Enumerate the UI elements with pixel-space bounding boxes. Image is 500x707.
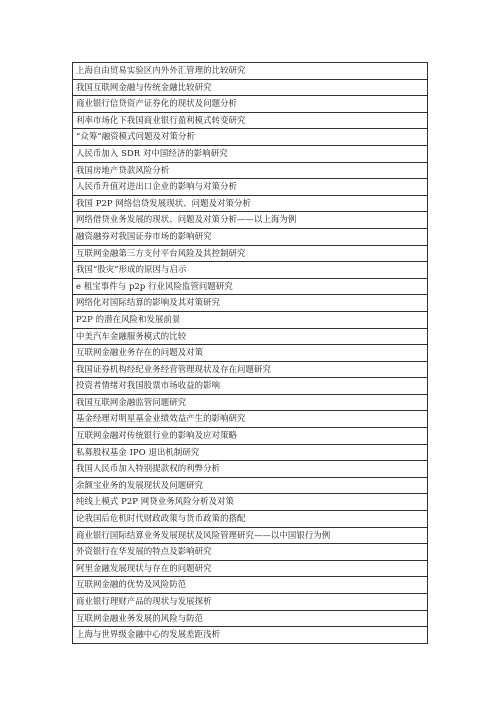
topic-title: 互联网金融业务存在的问题及对策 — [73, 345, 428, 362]
table-row — [73, 63, 428, 80]
topic-title: 我国证券机构经纪业务经营管理现状及存在问题研究 — [73, 361, 428, 378]
table-row — [73, 262, 428, 279]
table-row — [73, 112, 428, 129]
topic-title: 网络化对国际结算的影响及其对策研究 — [73, 295, 428, 312]
topic-title: 利率市场化下我国商业银行盈利模式转变研究 — [73, 112, 428, 129]
table-row — [73, 345, 428, 362]
topic-title: 互联网金融业务发展的风险与防范 — [73, 610, 428, 627]
table-row — [73, 610, 428, 627]
table-row — [73, 494, 428, 511]
table-row — [73, 627, 428, 644]
topic-title: 我国互联网金融监管问题研究 — [73, 394, 428, 411]
table-row — [73, 577, 428, 594]
topic-title: 商业银行信贷资产证券化的现状及问题分析 — [73, 96, 428, 113]
table-row — [73, 594, 428, 611]
table-row — [73, 245, 428, 262]
topic-title: 上海与世界级金融中心的发展差距浅析 — [73, 627, 428, 644]
table-row — [73, 428, 428, 445]
table-row — [73, 544, 428, 561]
topic-title: 投资者情绪对我国股票市场收益的影响 — [73, 378, 428, 395]
table-row — [73, 511, 428, 528]
topic-title: 我国“股灾”形成的原因与启示 — [73, 262, 428, 279]
topic-list-page — [72, 62, 428, 644]
topic-title: “众筹”融资模式问题及对策分析 — [73, 129, 428, 146]
table-row — [73, 295, 428, 312]
table-row — [73, 96, 428, 113]
topic-title: P2P 的潜在风险和发展前景 — [73, 311, 428, 328]
topic-table-body — [73, 63, 428, 644]
table-row — [73, 477, 428, 494]
topic-title: 余额宝业务的发展现状及问题研究 — [73, 477, 428, 494]
table-row — [73, 461, 428, 478]
topic-title: 外资银行在华发展的特点及影响研究 — [73, 544, 428, 561]
table-row — [73, 394, 428, 411]
table-row — [73, 278, 428, 295]
topic-title: 商业银行国际结算业务发展现状及风险管理研究——以中国银行为例 — [73, 527, 428, 544]
table-row — [73, 179, 428, 196]
topic-title: 人民币升值对进出口企业的影响与对策分析 — [73, 179, 428, 196]
topic-title: 网络借贷业务发展的现状、问题及对策分析——以上海为例 — [73, 212, 428, 229]
topic-title: 我国房地产贷款风险分析 — [73, 162, 428, 179]
topic-table — [72, 62, 428, 644]
table-row — [73, 79, 428, 96]
topic-title: 基金经理对明星基金业绩效益产生的影响研究 — [73, 411, 428, 428]
topic-title: 纯线上模式 P2P 网贷业务风险分析及对策 — [73, 494, 428, 511]
topic-title: 私募股权基金 IPO 退出机制研究 — [73, 444, 428, 461]
topic-title: 互联网金融的优势及风险防范 — [73, 577, 428, 594]
topic-title: 论我国后危机时代财政政策与货币政策的搭配 — [73, 511, 428, 528]
topic-title: 我国 P2P 网络信贷发展现状、问题及对策分析 — [73, 195, 428, 212]
table-row — [73, 212, 428, 229]
topic-title: 融资融券对我国证券市场的影响研究 — [73, 228, 428, 245]
table-row — [73, 129, 428, 146]
topic-title: 互联网金融第三方支付平台风险及其控制研究 — [73, 245, 428, 262]
table-row — [73, 311, 428, 328]
table-row — [73, 228, 428, 245]
topic-title: 我国人民币加入特别提款权的利弊分析 — [73, 461, 428, 478]
table-row — [73, 195, 428, 212]
table-row — [73, 411, 428, 428]
table-row — [73, 560, 428, 577]
topic-title: 商业银行理财产品的现状与发展探析 — [73, 594, 428, 611]
table-row — [73, 444, 428, 461]
topic-title: e 租宝事件与 p2p 行业风险监管问题研究 — [73, 278, 428, 295]
topic-title: 阿里金融发展现状与存在的问题研究 — [73, 560, 428, 577]
topic-title: 互联网金融对传统银行业的影响及应对策略 — [73, 428, 428, 445]
table-row — [73, 162, 428, 179]
table-row — [73, 361, 428, 378]
table-row — [73, 145, 428, 162]
table-row — [73, 328, 428, 345]
topic-title: 中美汽车金融服务模式的比较 — [73, 328, 428, 345]
topic-title: 上海自由贸易实验区内外外汇管理的比较研究 — [73, 63, 428, 80]
table-row — [73, 527, 428, 544]
table-row — [73, 378, 428, 395]
topic-title: 我国互联网金融与传统金融比较研究 — [73, 79, 428, 96]
topic-title: 人民币加入 SDR 对中国经济的影响研究 — [73, 145, 428, 162]
